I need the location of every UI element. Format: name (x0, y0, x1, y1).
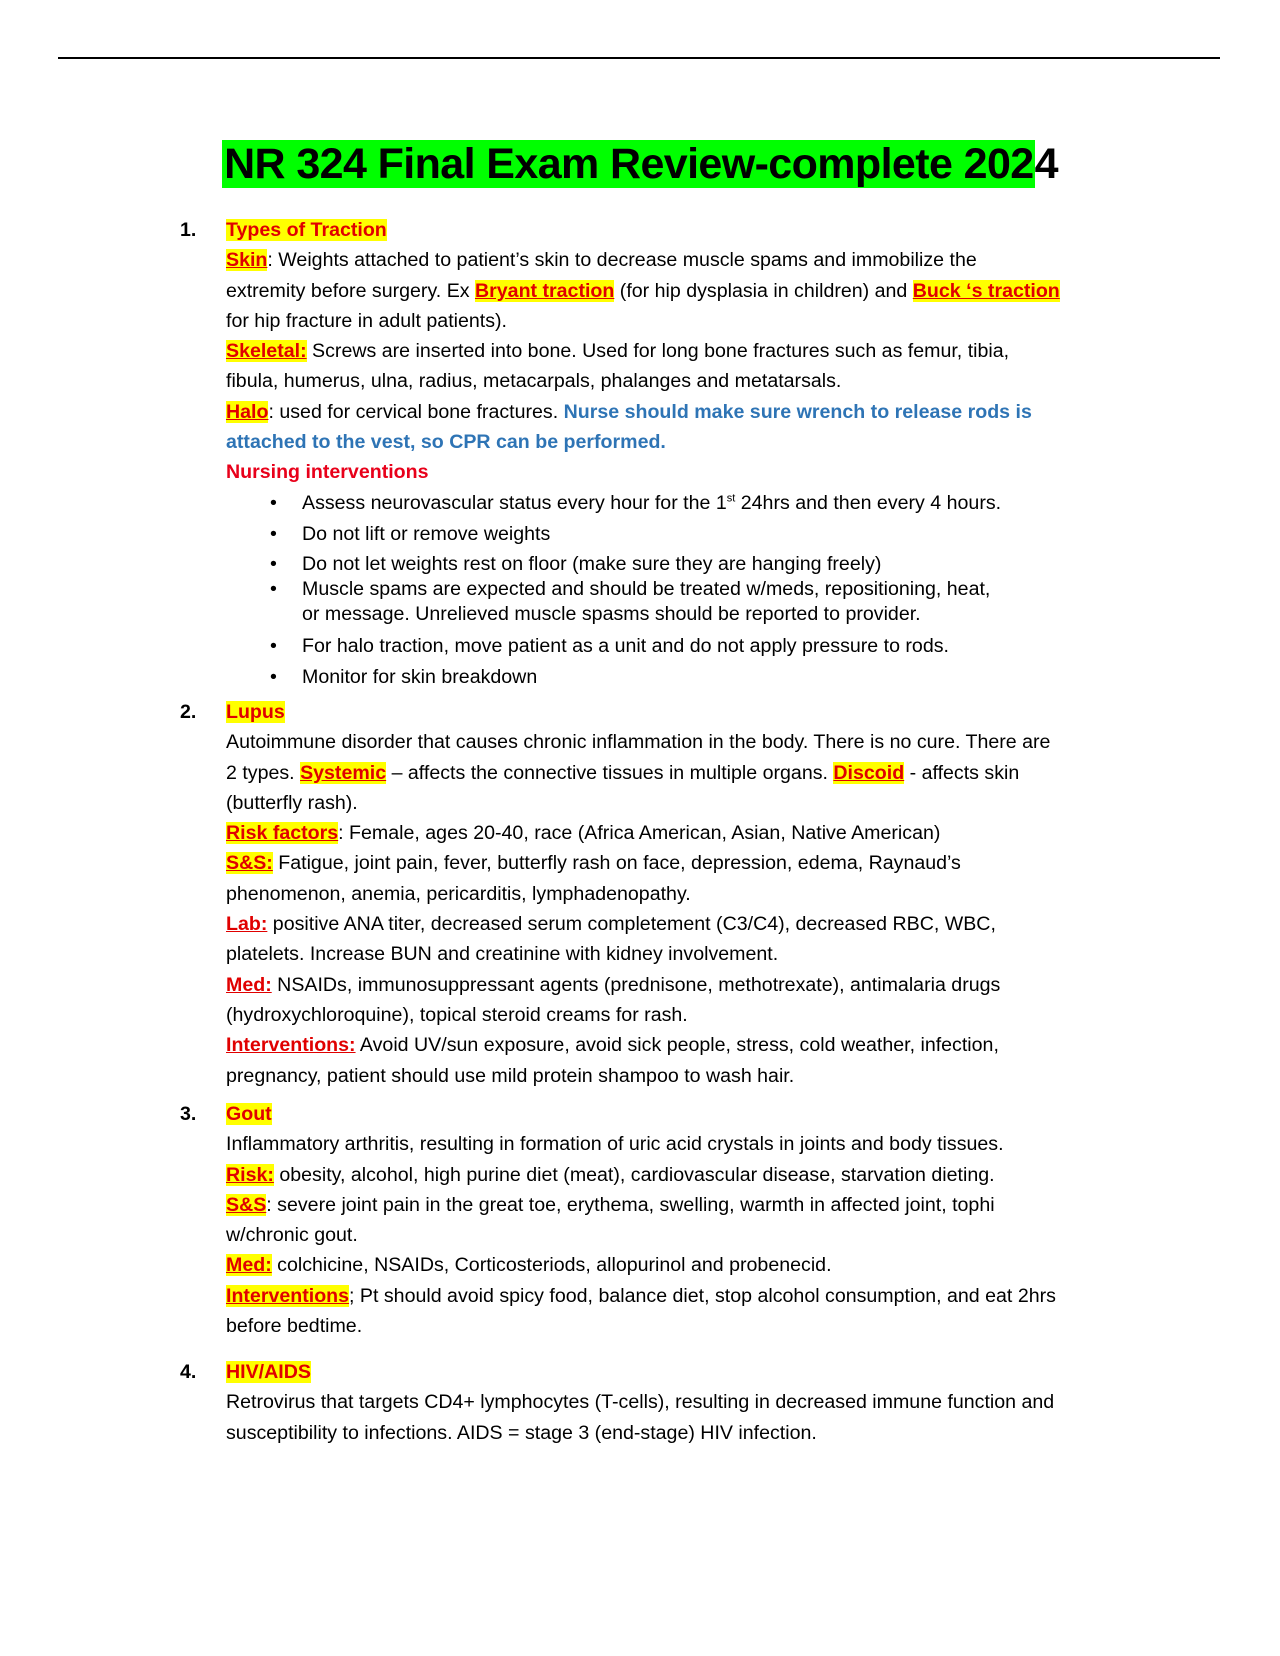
text: (butterfly rash). (226, 791, 358, 814)
section-heading: Types of Traction (226, 219, 387, 241)
text: for hip fracture in adult patients). (226, 309, 507, 332)
text: – affects the connective tissues in multiple organs. (386, 761, 834, 784)
text: Fatigue, joint pain, fever, butterfly rash on face, depression, edema, Raynaud’s (272, 852, 961, 875)
label-med: Med: (226, 973, 272, 996)
label-skin: Skin (226, 249, 268, 272)
text: pregnancy, patient should use mild protein shampoo to wash hair. (226, 1064, 795, 1087)
text: before bedtime. (226, 1315, 363, 1338)
label-risk: Risk: (226, 1163, 274, 1186)
nursing-interventions-label: Nursing interventions (226, 461, 429, 484)
text: : used for cervical bone fractures. (268, 400, 564, 423)
top-rule (58, 57, 1220, 59)
halo-note: Nurse should make sure wrench to release rods is (563, 400, 1032, 423)
label-med: Med: (226, 1254, 272, 1277)
label-bryant-traction: Bryant traction (475, 279, 615, 302)
text: Avoid UV/sun exposure, avoid sick people, stress, cold weather, infection, (355, 1034, 999, 1057)
nursing-interventions-list (226, 488, 1126, 692)
label-interventions: Interventions: (226, 1034, 356, 1057)
text: fibula, humerus, ulna, radius, metacarpals, phalanges and metatarsals. (226, 370, 842, 393)
text: positive ANA titer, decreased serum completement (C3/C4), decreased RBC, WBC, (267, 913, 996, 936)
text: : Female, ages 20-40, race (Africa American, Asian, Native American) (338, 822, 941, 845)
text: Autoimmune disorder that causes chronic inflammation in the body. There is no cure. There are (226, 731, 1051, 754)
text: colchicine, NSAIDs, Corticosteriods, allopurinol and probenecid. (271, 1254, 832, 1277)
section-heading: Gout (226, 1103, 272, 1125)
section-heading: HIV/AIDS (226, 1361, 311, 1383)
label-lab: Lab: (226, 913, 268, 936)
text: platelets. Increase BUN and creatinine with kidney involvement. (226, 943, 779, 966)
label-halo: Halo (226, 400, 269, 423)
label-discoid: Discoid (833, 761, 905, 784)
label-interventions: Interventions (226, 1284, 350, 1307)
title-block (0, 132, 1280, 196)
label-skeletal: Skeletal: (226, 340, 307, 363)
list-item: • Do not let weights rest on floor (make sure they are hanging freely) (226, 549, 1126, 577)
text: phenomenon, anemia, pericarditis, lymphadenopathy. (226, 882, 691, 905)
list-item: • Muscle spams are expected and should be treated w/meds, repositioning, heat, or message. Unrelieved muscle spasms should be reported to provider. (226, 577, 1126, 631)
title-tail: 4 (1034, 140, 1058, 188)
text: Inflammatory arthritis, resulting in formation of uric acid crystals in joints and body tissues. (226, 1133, 1004, 1156)
text: : severe joint pain in the great toe, erythema, swelling, warmth in affected joint, tophi (266, 1193, 995, 1216)
title-highlighted: NR 324 Final Exam Review-complete 202 (224, 140, 1034, 188)
text: w/chronic gout. (226, 1224, 358, 1247)
list-item: • Assess neurovascular status every hour for the 1st 24hrs and then every 4 hours. (226, 488, 1126, 519)
section-number: 1. (180, 219, 197, 241)
section-number: 4. (180, 1361, 197, 1383)
text: susceptibility to infections. AIDS = stage 3 (end-stage) HIV infection. (226, 1421, 817, 1444)
text: - affects skin (904, 761, 1020, 784)
label-s-and-s: S&S (226, 1193, 267, 1216)
label-s-and-s: S&S: (226, 852, 273, 875)
document-title (222, 132, 1058, 196)
text: NSAIDs, immunosuppressant agents (prednisone, methotrexate), antimalaria drugs (271, 973, 1001, 996)
label-systemic: Systemic (300, 761, 387, 784)
section-number: 3. (180, 1103, 197, 1125)
label-risk-factors: Risk factors (226, 822, 339, 845)
halo-note-cont: attached to the vest, so CPR can be performed. (226, 431, 666, 454)
label-bucks-traction: Buck ‘s traction (912, 279, 1060, 302)
text: obesity, alcohol, high purine diet (meat), cardiovascular disease, starvation dieting. (273, 1163, 995, 1186)
text: Screws are inserted into bone. Used for long bone fractures such as femur, tibia, (306, 340, 1010, 363)
text: ; Pt should avoid spicy food, balance diet, stop alcohol consumption, and eat 2hrs (349, 1284, 1056, 1307)
text: (for hip dysplasia in children) and (614, 279, 913, 302)
text: Retrovirus that targets CD4+ lymphocytes (T-cells), resulting in decreased immune function and (226, 1391, 1055, 1414)
text: : Weights attached to patient’s skin to decrease muscle spams and immobilize the (267, 249, 977, 272)
text: (hydroxychloroquine), topical steroid creams for rash. (226, 1003, 688, 1026)
list-item: • For halo traction, move patient as a unit and do not apply pressure to rods. (226, 631, 1126, 662)
list-item: • Monitor for skin breakdown (226, 662, 1126, 692)
text: 2 types. (226, 761, 301, 784)
section-number: 2. (180, 701, 197, 723)
text: extremity before surgery. Ex (226, 279, 475, 302)
section-heading: Lupus (226, 701, 285, 723)
list-item: • Do not lift or remove weights (226, 519, 1126, 549)
